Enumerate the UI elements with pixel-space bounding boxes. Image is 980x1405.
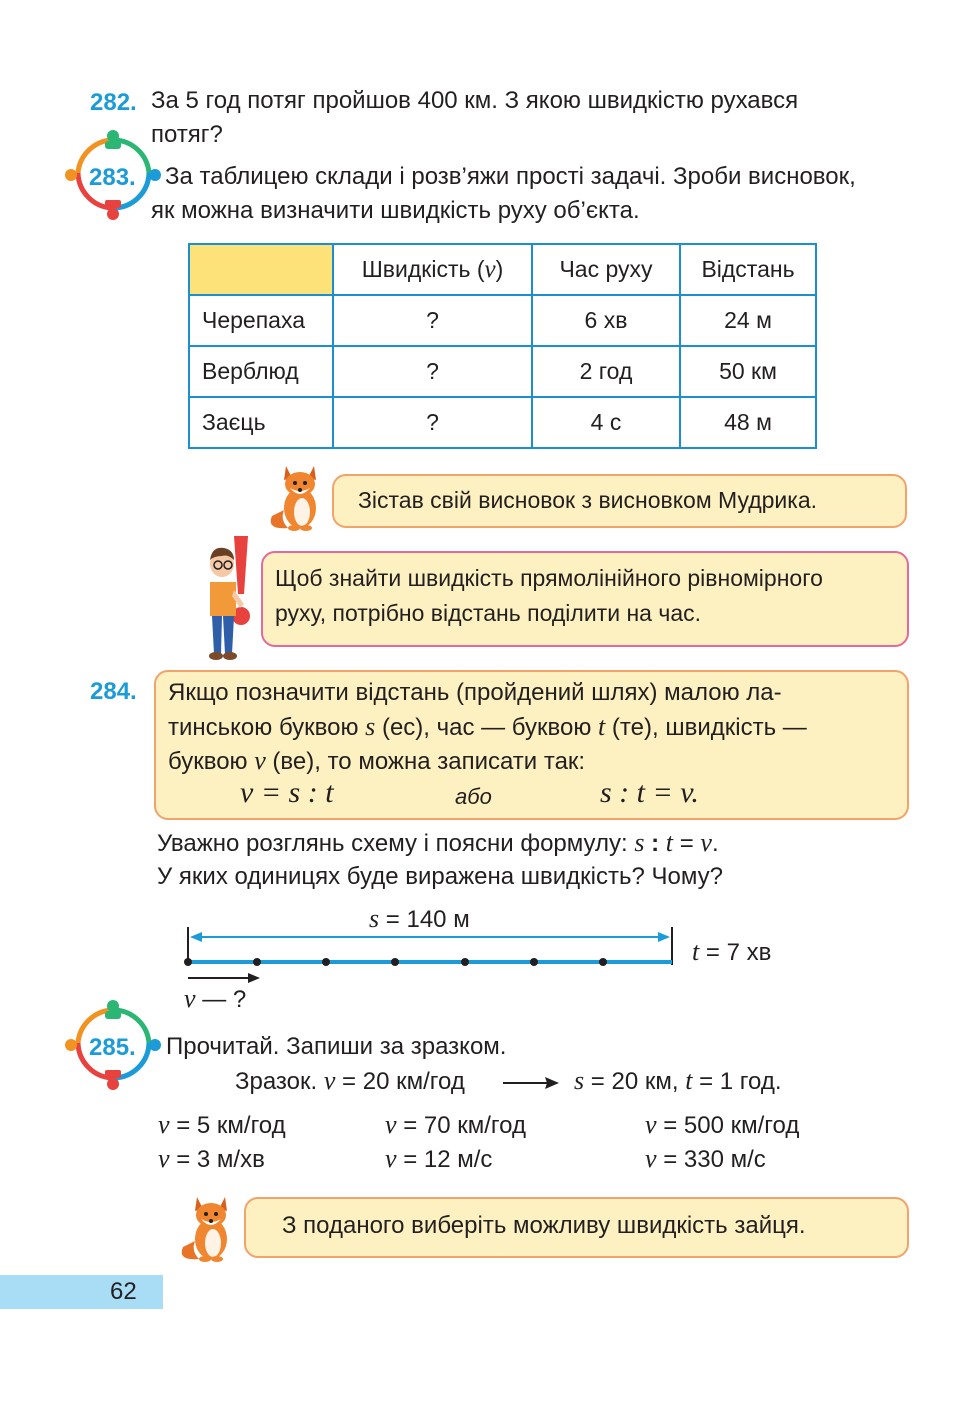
sample-line: Зразок. v = 20 км/год (235, 1066, 465, 1095)
page-number-bar (0, 1275, 163, 1309)
row-name-cell: Черепаха (189, 295, 333, 346)
task-number-283: 283. (89, 164, 136, 191)
task-number-285: 285. (89, 1034, 136, 1061)
task-282-line-1: За 5 год потяг пройшов 400 км. З якою швидкістю рухався (151, 87, 799, 114)
header-distance: Відстань (680, 244, 816, 295)
time-cell: 4 с (532, 397, 680, 448)
fox-icon (266, 456, 332, 532)
fox-icon (177, 1184, 243, 1266)
distance-cell: 48 м (680, 397, 816, 448)
task-number-282: 282. (90, 89, 137, 116)
definition-line-3: буквою v (ве), то можна записати так: (168, 746, 586, 775)
table-row (189, 295, 816, 346)
formula-or: або (455, 784, 492, 809)
fox-hint-box (332, 474, 907, 528)
speed-item: v = 70 км/год (385, 1110, 526, 1139)
speed-cell: ? (333, 346, 532, 397)
fox-hint-box-2 (244, 1197, 909, 1258)
table-row (189, 397, 816, 448)
time-cell: 6 хв (532, 295, 680, 346)
table-header-row (189, 244, 816, 295)
distance-cell: 24 м (680, 295, 816, 346)
speed-item: v = 3 м/хв (158, 1144, 265, 1173)
speed-table (188, 243, 817, 449)
rule-box (261, 551, 909, 647)
arrow-right-icon (503, 1075, 561, 1091)
table-row (189, 346, 816, 397)
table-corner-cell (189, 244, 333, 295)
speed-label: v — ? (184, 984, 247, 1013)
motion-scheme (180, 925, 680, 991)
definition-line-1: Якщо позначити відстань (пройдений шлях) малою ла- (168, 679, 782, 706)
rule-line-1: Щоб знайти швидкість прямолінійного рівномірного (275, 565, 823, 591)
definition-box (154, 670, 909, 820)
row-name-cell: Заєць (189, 397, 333, 448)
fox-hint-text-2: З поданого виберіть можливу швидкість зайця. (282, 1212, 806, 1239)
fox-hint-text: Зістав свій висновок з висновком Мудрика. (358, 487, 818, 513)
boy-mudryk-icon (200, 534, 266, 662)
time-label: t = 7 хв (692, 937, 772, 966)
speed-item: v = 500 км/год (645, 1110, 800, 1139)
row-name-cell: Верблюд (189, 346, 333, 397)
formula-v: v = s : t (240, 776, 334, 809)
rule-line-2: руху, потрібно відстань поділити на час. (275, 600, 701, 626)
task-284-question-1: Уважно розглянь схему і поясни формулу: s : t = v. (157, 828, 719, 857)
time-cell: 2 год (532, 346, 680, 397)
task-283-line-1: За таблицею склади і розв’яжи прості задачі. Зроби висновок, (165, 163, 856, 190)
formula-s: s : t = v. (600, 776, 699, 809)
speed-item: v = 5 км/год (158, 1110, 286, 1139)
page-number: 62 (110, 1278, 137, 1305)
speed-item: v = 330 м/с (645, 1144, 766, 1173)
task-number-284: 284. (90, 678, 137, 705)
distance-label: s = 140 м (369, 904, 470, 933)
task-283-line-2: як можна визначити швидкість руху об’єкта. (151, 197, 640, 224)
distance-cell: 50 км (680, 346, 816, 397)
definition-line-2: тинською буквою s (ес), час — буквою t (те), швидкість — (168, 712, 807, 741)
speed-cell: ? (333, 295, 532, 346)
speed-item: v = 12 м/с (385, 1144, 493, 1173)
header-time: Час руху (532, 244, 680, 295)
task-285-line-1: Прочитай. Запиши за зразком. (166, 1033, 507, 1060)
speed-cell: ? (333, 397, 532, 448)
header-speed: Швидкість (v) (333, 244, 532, 295)
task-284-question-2: У яких одиницях буде виражена швидкість? Чому? (157, 863, 723, 890)
task-282-line-2: потяг? (151, 121, 223, 148)
sample-result: s = 20 км, t = 1 год. (574, 1066, 782, 1095)
